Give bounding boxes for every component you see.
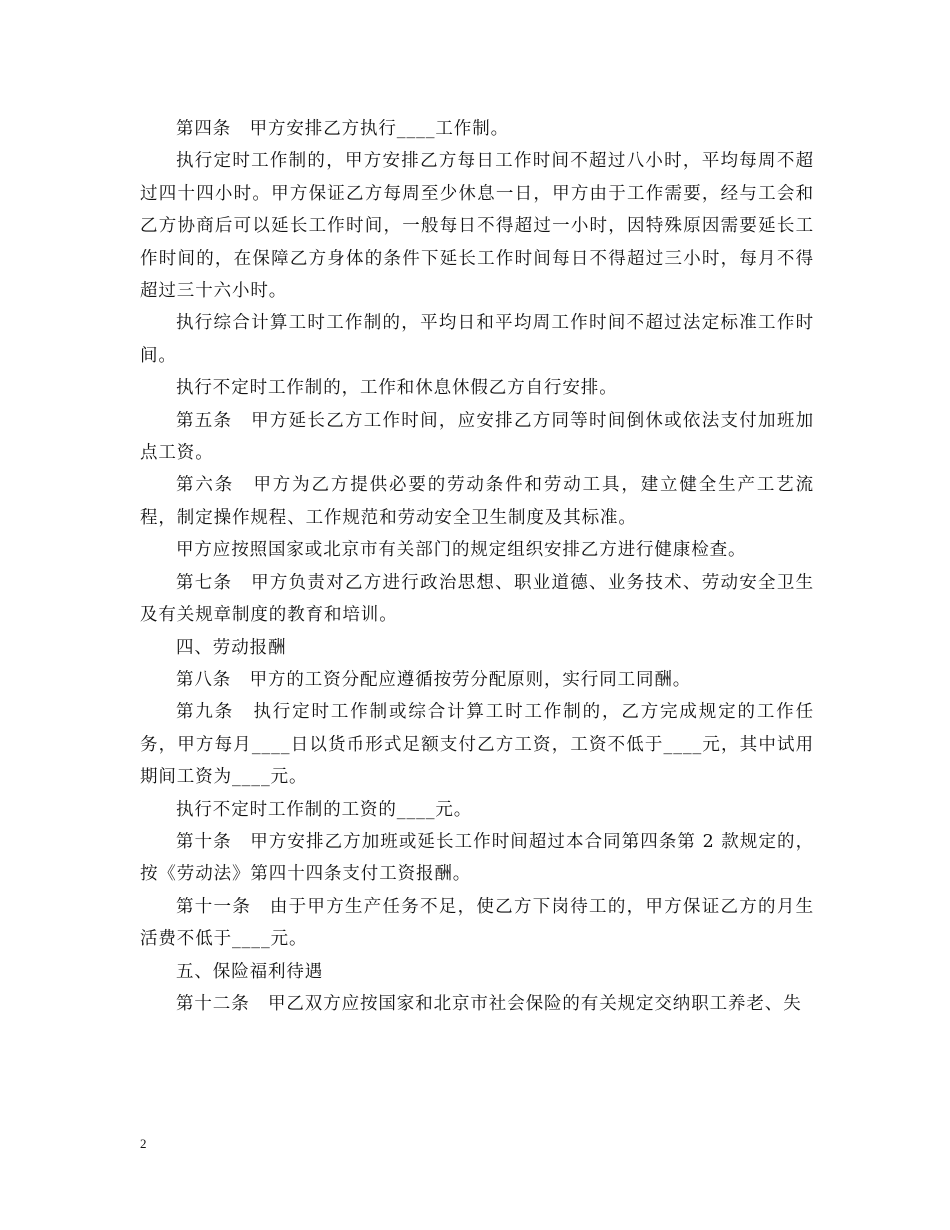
paragraph-article-9: 第九条 执行定时工作制或综合计算工时工作制的，乙方完成规定的工作任务，甲方每月____日以货币形式足额支付乙方工资，工资不低于____元，其中试用期间工资为____元。 <box>140 702 814 788</box>
paragraph-article-8: 第八条 甲方的工资分配应遵循按劳分配原则，实行同工同酬。 <box>176 669 692 690</box>
paragraph-article-11: 第十一条 由于甲方生产任务不足，使乙方下岗待工的，甲方保证乙方的月生活费不低于____元。 <box>140 896 814 950</box>
page-number: 2 <box>140 1136 147 1151</box>
paragraph-health-check: 甲方应按照国家或北京市有关部门的规定组织安排乙方进行健康检查。 <box>176 540 747 561</box>
document-body <box>140 113 814 1020</box>
paragraph-article-6: 第六条 甲方为乙方提供必要的劳动条件和劳动工具，建立健全生产工艺流程，制定操作规程、工作规范和劳动安全卫生制度及其标准。 <box>140 475 814 528</box>
paragraph-flexible-hours: 执行不定时工作制的，工作和休息休假乙方自行安排。 <box>176 378 618 399</box>
paragraph-article-4: 第四条 甲方安排乙方执行____工作制。 <box>176 119 509 139</box>
paragraph-article-10: 第十条 甲方安排乙方加班或延长工作时间超过本合同第四条第 2 款规定的，按《劳动法》第四十四条支付工资报酬。 <box>140 831 814 885</box>
paragraph-article-5: 第五条 甲方延长乙方工作时间，应安排乙方同等时间倒休或依法支付加班加点工资。 <box>140 410 814 464</box>
paragraph-comprehensive-hours: 执行综合计算工时工作制的，平均日和平均周工作时间不超过法定标准工作时间。 <box>140 313 814 366</box>
section-heading-remuneration: 四、劳动报酬 <box>176 637 287 658</box>
paragraph-article-12: 第十二条 甲乙双方应按国家和北京市社会保险的有关规定交纳职工养老、失 <box>176 993 802 1014</box>
paragraph-article-7: 第七条 甲方负责对乙方进行政治思想、职业道德、业务技术、劳动安全卫生及有关规章制度的教育和培训。 <box>140 572 814 626</box>
section-heading-insurance: 五、保险福利待遇 <box>176 961 324 982</box>
paragraph-fixed-hours: 执行定时工作制的，甲方安排乙方每日工作时间不超过八小时，平均每周不超过四十四小时。甲方保证乙方每周至少休息一日，甲方由于工作需要，经与工会和乙方协商后可以延长工作时间，一般每日不得超过一小时，因特殊原因需要延长工作时间的，在保障乙方身体的条件下延长工作时间每日不得超过三小时，每月不得超过三十六小时。 <box>140 151 814 302</box>
paragraph-flexible-wage: 执行不定时工作制的工资的____元。 <box>176 799 473 820</box>
